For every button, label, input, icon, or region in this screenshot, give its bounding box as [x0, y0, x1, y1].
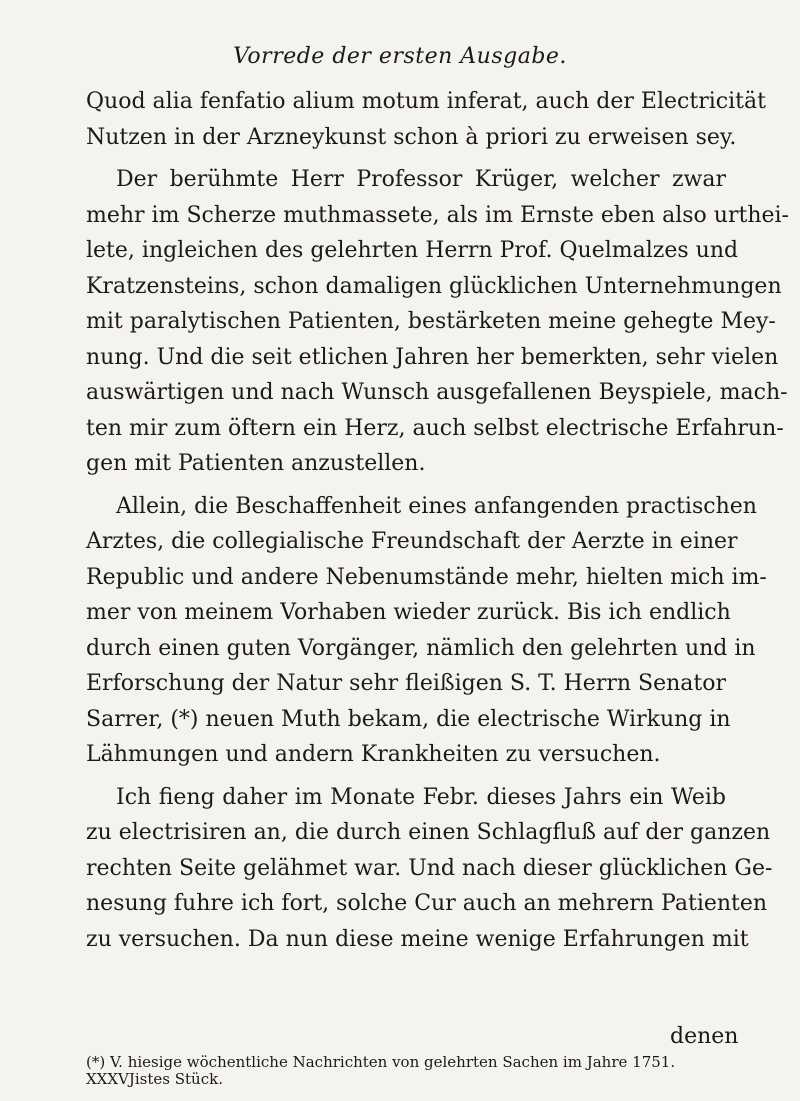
- text-line: Allein, die Beschaffenheit eines anfangenden practischen: [116, 493, 757, 519]
- text-line: Sarrer, (*) neuen Muth bekam, die electrische Wirkung in: [86, 706, 731, 732]
- text-line: Lähmungen und andern Krankheiten zu versuchen.: [86, 742, 661, 767]
- footnote: [86, 1054, 726, 1088]
- text-line: gen mit Patienten anzustellen.: [86, 451, 426, 476]
- text-line: Kratzensteins, schon damaligen glücklichen Unternehmungen: [86, 273, 782, 299]
- text-line: zu electrisiren an, die durch einen Schlagfluß auf der ganzen: [86, 820, 771, 845]
- text-line: mit paralytischen Patienten, bestärketen meine gehegte Mey-: [86, 309, 776, 334]
- text-line: Erforschung der Natur sehr fleißigen S. T. Herrn Senator: [86, 671, 726, 696]
- body-text: [86, 84, 789, 957]
- text-line: Nutzen in der Arzneykunst schon à priori zu erweisen sey.: [86, 124, 737, 150]
- text-line: Der berühmte Herr Professor Krüger, welcher zwar: [116, 167, 726, 192]
- text-line: Ich fieng daher im Monate Febr. dieses Jahrs ein Weib: [116, 784, 726, 810]
- text-line: mer von meinem Vorhaben wieder zurück. Bis ich endlich: [86, 600, 731, 625]
- text-line: durch einen guten Vorgänger, nämlich den gelehrten und in: [86, 635, 756, 661]
- text-line: nung. Und die seit etlichen Jahren her bemerkten, sehr vielen: [86, 344, 779, 370]
- running-head: Vorrede der ersten Ausgabe.: [233, 44, 567, 69]
- text-line: Republic und andere Nebenumstände mehr, hielten mich im-: [86, 564, 767, 590]
- text-line: zu versuchen. Da nun diese meine wenige Erfahrungen mit: [86, 926, 749, 952]
- text-line: ten mir zum öftern ein Herz, auch selbst electrische Erfahrun-: [86, 415, 784, 441]
- text-line: auswärtigen und nach Wunsch ausgefallenen Beyspiele, mach-: [86, 380, 788, 405]
- text-line: Arztes, die collegialische Freundschaft der Aerzte in einer: [86, 529, 738, 554]
- footnote-line: (*) V. hiesige wöchentliche Nachrichten von gelehrten Sachen im Jahre 1751.: [86, 1053, 676, 1071]
- text-line: Quod alia fenfatio alium motum inferat, auch der Electricität: [86, 89, 766, 114]
- text-line: rechten Seite gelähmet war. Und nach dieser glücklichen Ge-: [86, 855, 773, 881]
- catchword: denen: [670, 1024, 739, 1049]
- text-line: lete, ingleichen des gelehrten Herrn Prof. Quelmalzes und: [86, 238, 739, 263]
- text-line: nesung fuhre ich fort, solche Cur auch an mehrern Patienten: [86, 891, 768, 916]
- text-line: mehr im Scherze muthmassete, als im Ernste eben also urthei-: [86, 202, 789, 228]
- footnote-line: XXXVJistes Stück.: [86, 1070, 223, 1088]
